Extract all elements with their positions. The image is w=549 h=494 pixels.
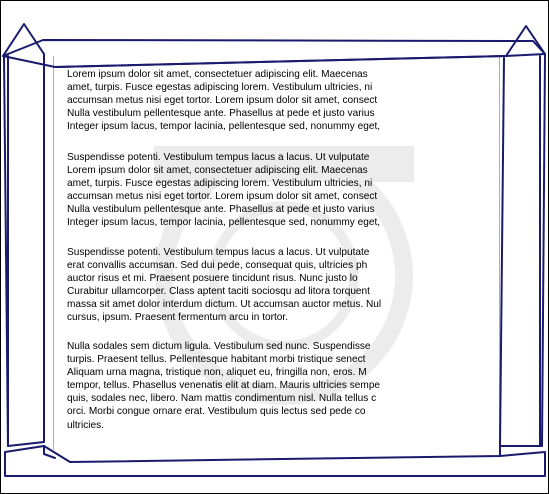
text-line: Suspendisse potenti. Vestibulum tempus lacus a lacus. Ut vulputate (67, 247, 370, 258)
text-line: turpis. Praesent tellus. Pellentesque habitant morbi tristique senect (67, 354, 366, 366)
text-line: Nulla vestibulum pellentesque ante. Phasellus at pede et justo varius (67, 204, 375, 216)
text-line: Lorem ipsum dolor sit amet, consectetuer adipiscing elit. Maecenas (67, 69, 368, 80)
text-line: tempor, tellus. Phasellus venenatis elit at diam. Mauris ultricies sempe (67, 380, 381, 392)
text-line: amet, turpis. Fusce egestas adipiscing lorem. Vestibulum ultricies, ni (67, 82, 373, 94)
text-line: Lorem ipsum dolor sit amet, consectetuer adipiscing elit. Maecenas (67, 165, 368, 177)
text-line: massa sit amet dolor interdum dictum. Ut accumsan auctor metus. Nul (67, 299, 382, 311)
text-line: Aliquam urna magna, tristique non, aliquet eu, fringilla non, eros. M (67, 367, 367, 379)
text-line: accumsan metus nisi eget tortor. Lorem ipsum dolor sit amet, consect (67, 191, 378, 203)
text-line: orci. Morbi congue ornare erat. Vestibulum quis lectus sed pede co (67, 406, 366, 418)
text-line: Curabitur ullamcorper. Class aptent taciti sociosqu ad litora torquent (67, 286, 370, 298)
text-line: Nulla sodales sem dictum ligula. Vestibulum sed nunc. Suspendisse (67, 341, 371, 352)
text-line: Nulla vestibulum pellentesque ante. Phasellus at pede et justo varius (67, 108, 375, 120)
text-line: accumsan metus nisi eget tortor. Lorem ipsum dolor sit amet, consect (67, 95, 378, 107)
text-line: Suspendisse potenti. Vestibulum tempus lacus a lacus. Ut vulputate (67, 152, 370, 163)
text-line: erat convallis accumsan. Sed dui pede, consequat quis, ultricies ph (67, 260, 368, 272)
text-line: ultricies. (67, 419, 105, 431)
text-line: Integer ipsum lacus, tempor lacinia, pellentesque sed, nonummy eget, (67, 217, 381, 229)
text-line: quis, sodales nec, libero. Nam mattis condimentum nisl. Nulla tellus c (67, 393, 377, 405)
text-line: amet, turpis. Fusce egestas adipiscing lorem. Vestibulum ultricies, ni (67, 178, 373, 190)
text-line: cursus, ipsum. Praesent fermentum arcu in tortor. (67, 312, 289, 324)
text-line: auctor risus et mi. Praesent posuere tincidunt risus. Nunc justo lo (67, 273, 358, 285)
text-line: Integer ipsum lacus, tempor lacinia, pellentesque sed, nonummy eget, (67, 121, 381, 133)
